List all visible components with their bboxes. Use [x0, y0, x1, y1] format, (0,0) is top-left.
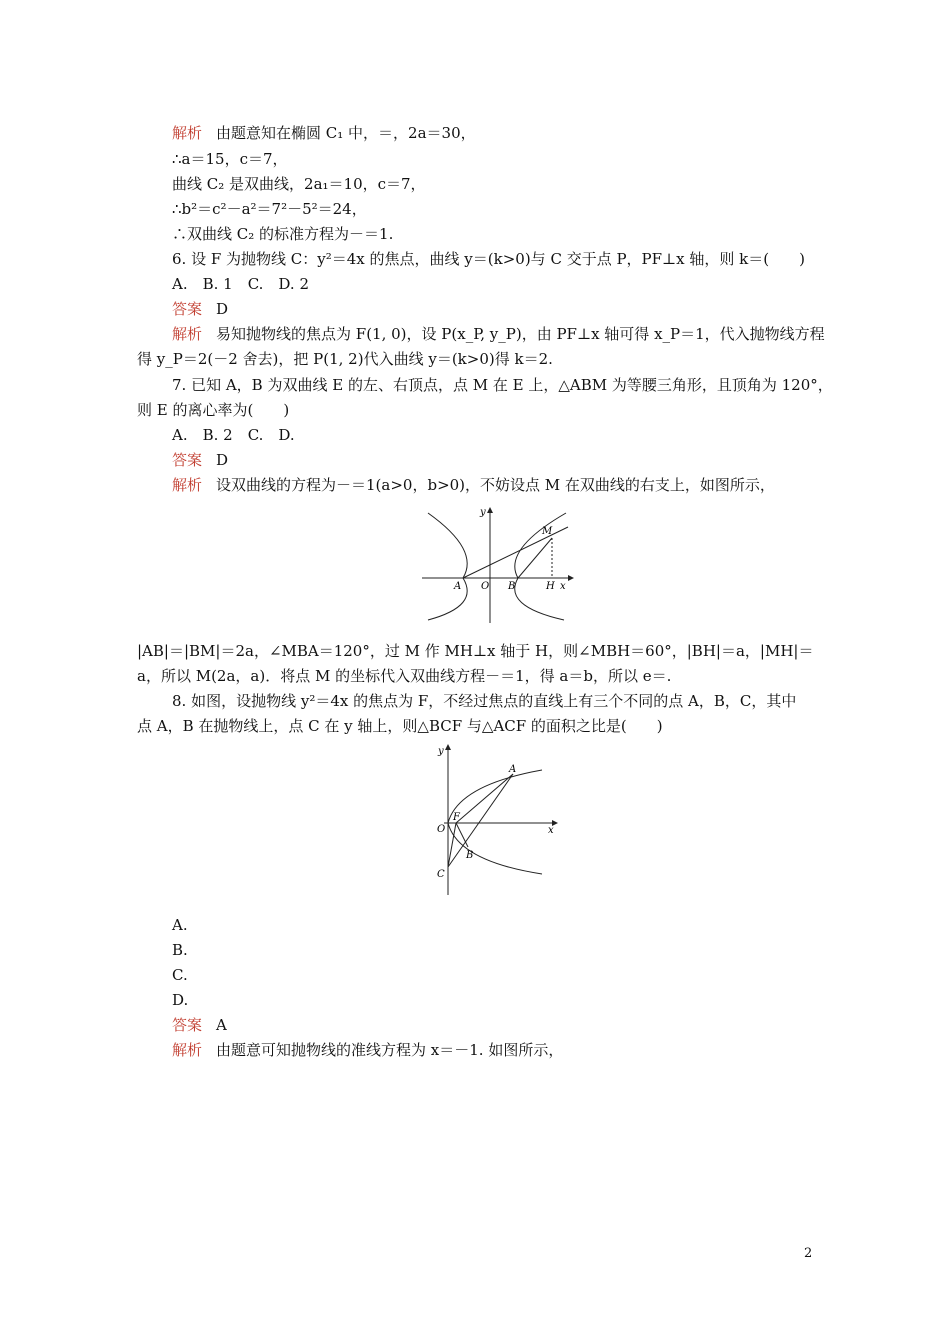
hyperbola-figure — [418, 505, 578, 625]
q8-option-c: C. — [172, 966, 188, 984]
q6-analysis-line — [172, 324, 825, 344]
analysis-label: 解析 — [172, 1041, 203, 1059]
q7-stem: 7. 已知 A，B 为双曲线 E 的左、右顶点，点 M 在 E 上，△ABM 为等腰三角形，且顶角为 120°， — [172, 376, 833, 394]
answer-label: 答案 — [172, 300, 203, 318]
q6-answer: D — [216, 300, 229, 318]
analysis-label: 解析 — [172, 325, 203, 343]
q7-stem2: 则 E 的离心率为( ) — [137, 401, 290, 419]
q7-analysis-line2: |AB|＝|BM|＝2a，∠MBA＝120°，过 M 作 MH⊥x 轴于 H，则∠MBH＝60°，|BH|＝a，|MH|＝ — [137, 642, 814, 660]
parabola-figure — [424, 740, 564, 900]
q5-analysis-line4: ∴b²＝c²－a²＝7²－5²＝24， — [172, 200, 367, 218]
label-O: O — [437, 824, 446, 835]
q7-analysis-line — [172, 475, 775, 495]
page-number: 2 — [804, 1246, 813, 1261]
q8-analysis-text: 由题意可知抛物线的准线方程为 x＝－1. 如图所示， — [216, 1041, 564, 1059]
line-BM — [518, 538, 552, 578]
q7-answer-line — [172, 450, 228, 470]
q8-stem: 8. 如图，设抛物线 y²＝4x 的焦点为 F，不经过焦点的直线上有三个不同的点 A，B，C，其中 — [172, 692, 797, 710]
line-FB — [456, 823, 468, 847]
q5-analysis-line5: ∴双曲线 C₂ 的标准方程为－＝1. — [172, 225, 394, 243]
label-y: y — [438, 746, 444, 757]
analysis-label: 解析 — [172, 476, 203, 494]
answer-label: 答案 — [172, 451, 203, 469]
q7-options: A. B. 2 C. D. — [172, 426, 295, 444]
q6-options: A. B. 1 C. D. 2 — [172, 275, 309, 293]
q8-option-a: A. — [172, 916, 188, 934]
y-axis-arrow — [487, 507, 493, 513]
label-B: B — [466, 850, 474, 861]
q5-analysis-text: 由题意知在椭圆 C₁ 中，＝，2a＝30， — [216, 124, 476, 142]
q8-analysis-line — [172, 1040, 563, 1060]
q6-analysis-text: 易知抛物线的焦点为 F(1, 0)，设 P(x_P, y_P)，由 PF⊥x 轴可得 x_P＝1，代入抛物线方程 — [216, 325, 825, 343]
label-x: x — [548, 825, 554, 836]
q7-analysis-line3: a，所以 M(2a，a)．将点 M 的坐标代入双曲线方程－＝1，得 a＝b，所以 e＝. — [137, 667, 672, 685]
x-axis-arrow — [568, 575, 574, 581]
q8-option-d: D. — [172, 991, 189, 1009]
q7-answer: D — [216, 451, 229, 469]
analysis-line — [172, 123, 476, 143]
line-FC — [448, 823, 456, 867]
y-axis-arrow — [445, 744, 451, 750]
q6-analysis-line2: 得 y_P＝2(－2 舍去)，把 P(1, 2)代入曲线 y＝(k>0)得 k＝2. — [137, 350, 553, 368]
q5-analysis-line2: ∴a＝15，c＝7， — [172, 150, 288, 168]
q6-answer-line — [172, 299, 228, 319]
hyperbola-right-branch — [515, 513, 566, 620]
answer-label: 答案 — [172, 1016, 203, 1034]
label-F: F — [453, 812, 460, 823]
q5-analysis-line3: 曲线 C₂ 是双曲线，2a₁＝10，c＝7， — [172, 175, 426, 193]
hyperbola-left-branch — [428, 513, 467, 620]
q7-analysis-text: 设双曲线的方程为－＝1(a>0，b>0)，不妨设点 M 在双曲线的右支上，如图所示， — [216, 476, 775, 494]
q8-stem2: 点 A，B 在抛物线上，点 C 在 y 轴上，则△BCF 与△ACF 的面积之比是( ) — [137, 717, 663, 735]
label-M: M — [542, 526, 553, 537]
q6-stem: 6. 设 F 为抛物线 C：y²＝4x 的焦点，曲线 y＝(k>0)与 C 交于点 P，PF⊥x 轴，则 k＝( ) — [172, 250, 805, 268]
label-C: C — [437, 869, 445, 880]
analysis-label: 解析 — [172, 124, 203, 142]
label-y: y — [480, 507, 486, 518]
q8-option-b: B. — [172, 941, 188, 959]
label-H: H — [546, 581, 555, 592]
label-B: B — [508, 581, 516, 592]
label-O: O — [481, 581, 490, 592]
parabola-curve — [448, 770, 542, 874]
q8-answer: A — [216, 1016, 227, 1034]
q8-answer-line — [172, 1015, 227, 1035]
label-A: A — [454, 581, 462, 592]
label-x: x — [560, 581, 566, 592]
label-A: A — [509, 764, 517, 775]
